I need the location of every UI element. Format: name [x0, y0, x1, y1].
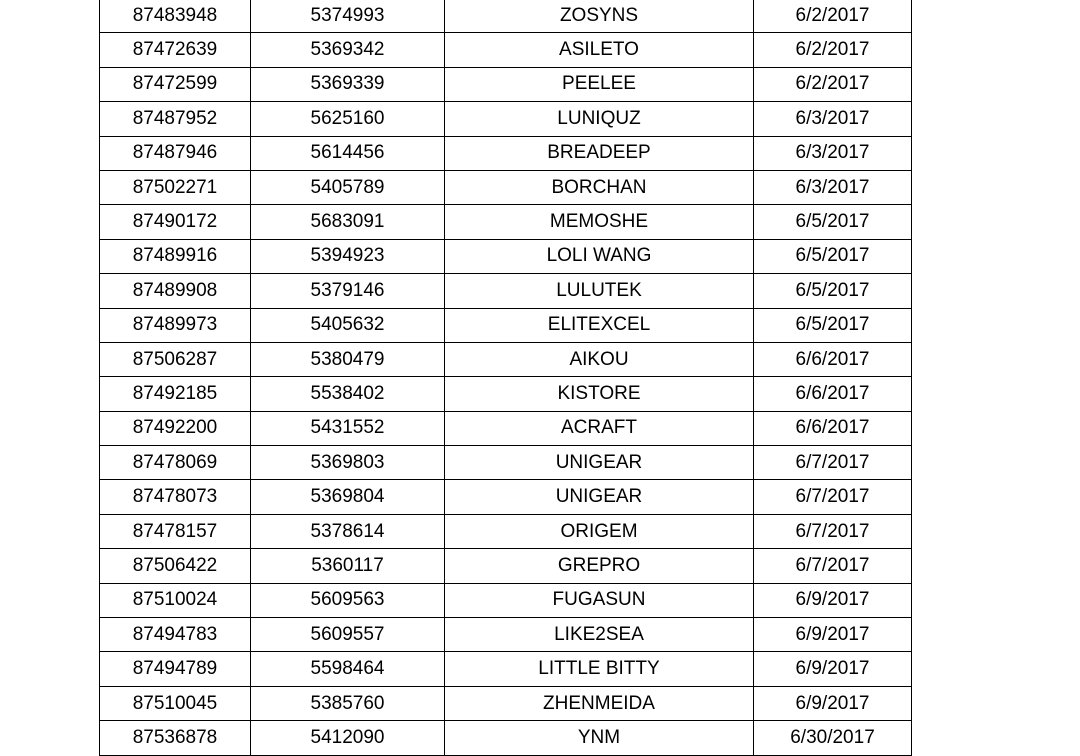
- cell-id: 87506287: [100, 342, 251, 376]
- cell-date: 6/9/2017: [754, 652, 912, 686]
- cell-brand: LOLI WANG: [445, 239, 754, 273]
- registration-table: [99, 0, 912, 756]
- cell-brand: PEELEE: [445, 67, 754, 101]
- cell-id: 87510024: [100, 583, 251, 617]
- table-body: [100, 0, 912, 755]
- cell-code: 5369342: [251, 33, 445, 67]
- cell-id: 87510045: [100, 686, 251, 720]
- cell-brand: KISTORE: [445, 377, 754, 411]
- table-row: [100, 411, 912, 445]
- table-row: [100, 514, 912, 548]
- table-row: [100, 136, 912, 170]
- cell-date: 6/30/2017: [754, 721, 912, 755]
- cell-code: 5431552: [251, 411, 445, 445]
- cell-code: 5609563: [251, 583, 445, 617]
- cell-date: 6/2/2017: [754, 67, 912, 101]
- cell-id: 87492185: [100, 377, 251, 411]
- cell-date: 6/2/2017: [754, 33, 912, 67]
- cell-id: 87489973: [100, 308, 251, 342]
- table-row: [100, 33, 912, 67]
- cell-code: 5378614: [251, 514, 445, 548]
- cell-brand: YNM: [445, 721, 754, 755]
- table-row: [100, 239, 912, 273]
- cell-id: 87490172: [100, 205, 251, 239]
- cell-date: 6/5/2017: [754, 239, 912, 273]
- cell-id: 87478157: [100, 514, 251, 548]
- table-row: [100, 274, 912, 308]
- cell-code: 5683091: [251, 205, 445, 239]
- cell-brand: MEMOSHE: [445, 205, 754, 239]
- cell-code: 5380479: [251, 342, 445, 376]
- cell-code: 5379146: [251, 274, 445, 308]
- cell-id: 87494783: [100, 618, 251, 652]
- cell-date: 6/7/2017: [754, 514, 912, 548]
- cell-id: 87506422: [100, 549, 251, 583]
- cell-id: 87478073: [100, 480, 251, 514]
- table-container: [99, 0, 911, 756]
- cell-code: 5614456: [251, 136, 445, 170]
- table-row: [100, 583, 912, 617]
- cell-code: 5369339: [251, 67, 445, 101]
- cell-date: 6/3/2017: [754, 136, 912, 170]
- cell-id: 87472599: [100, 67, 251, 101]
- table-row: [100, 342, 912, 376]
- cell-date: 6/9/2017: [754, 618, 912, 652]
- cell-date: 6/5/2017: [754, 205, 912, 239]
- cell-id: 87502271: [100, 170, 251, 204]
- cell-date: 6/5/2017: [754, 274, 912, 308]
- cell-brand: ZOSYNS: [445, 0, 754, 33]
- cell-brand: FUGASUN: [445, 583, 754, 617]
- cell-date: 6/7/2017: [754, 549, 912, 583]
- cell-date: 6/9/2017: [754, 583, 912, 617]
- cell-brand: LULUTEK: [445, 274, 754, 308]
- cell-brand: ACRAFT: [445, 411, 754, 445]
- cell-id: 87492200: [100, 411, 251, 445]
- cell-id: 87472639: [100, 33, 251, 67]
- table-row: [100, 618, 912, 652]
- cell-code: 5374993: [251, 0, 445, 33]
- cell-brand: ASILETO: [445, 33, 754, 67]
- cell-id: 87487952: [100, 102, 251, 136]
- cell-code: 5369804: [251, 480, 445, 514]
- cell-brand: BREADEEP: [445, 136, 754, 170]
- cell-brand: ORIGEM: [445, 514, 754, 548]
- cell-code: 5598464: [251, 652, 445, 686]
- cell-brand: BORCHAN: [445, 170, 754, 204]
- cell-code: 5412090: [251, 721, 445, 755]
- table-row: [100, 652, 912, 686]
- cell-code: 5625160: [251, 102, 445, 136]
- cell-code: 5538402: [251, 377, 445, 411]
- cell-brand: ZHENMEIDA: [445, 686, 754, 720]
- table-row: [100, 205, 912, 239]
- cell-brand: LUNIQUZ: [445, 102, 754, 136]
- cell-brand: GREPRO: [445, 549, 754, 583]
- cell-date: 6/5/2017: [754, 308, 912, 342]
- cell-date: 6/6/2017: [754, 342, 912, 376]
- cell-brand: LITTLE BITTY: [445, 652, 754, 686]
- table-row: [100, 480, 912, 514]
- cell-code: 5360117: [251, 549, 445, 583]
- cell-id: 87489908: [100, 274, 251, 308]
- cell-brand: LIKE2SEA: [445, 618, 754, 652]
- cell-brand: UNIGEAR: [445, 446, 754, 480]
- cell-date: 6/2/2017: [754, 0, 912, 33]
- cell-id: 87494789: [100, 652, 251, 686]
- cell-date: 6/6/2017: [754, 411, 912, 445]
- cell-date: 6/7/2017: [754, 446, 912, 480]
- table-row: [100, 721, 912, 755]
- cell-code: 5609557: [251, 618, 445, 652]
- cell-id: 87487946: [100, 136, 251, 170]
- cell-code: 5405789: [251, 170, 445, 204]
- table-row: [100, 170, 912, 204]
- cell-date: 6/3/2017: [754, 170, 912, 204]
- table-row: [100, 686, 912, 720]
- cell-code: 5369803: [251, 446, 445, 480]
- table-row: [100, 308, 912, 342]
- cell-date: 6/3/2017: [754, 102, 912, 136]
- cell-id: 87478069: [100, 446, 251, 480]
- cell-id: 87489916: [100, 239, 251, 273]
- table-row: [100, 0, 912, 33]
- cell-code: 5405632: [251, 308, 445, 342]
- table-row: [100, 377, 912, 411]
- table-row: [100, 549, 912, 583]
- cell-date: 6/9/2017: [754, 686, 912, 720]
- table-row: [100, 102, 912, 136]
- cell-date: 6/6/2017: [754, 377, 912, 411]
- cell-brand: AIKOU: [445, 342, 754, 376]
- cell-id: 87483948: [100, 0, 251, 33]
- table-row: [100, 446, 912, 480]
- table-row: [100, 67, 912, 101]
- cell-code: 5385760: [251, 686, 445, 720]
- cell-date: 6/7/2017: [754, 480, 912, 514]
- cell-brand: ELITEXCEL: [445, 308, 754, 342]
- cell-brand: UNIGEAR: [445, 480, 754, 514]
- cell-id: 87536878: [100, 721, 251, 755]
- cell-code: 5394923: [251, 239, 445, 273]
